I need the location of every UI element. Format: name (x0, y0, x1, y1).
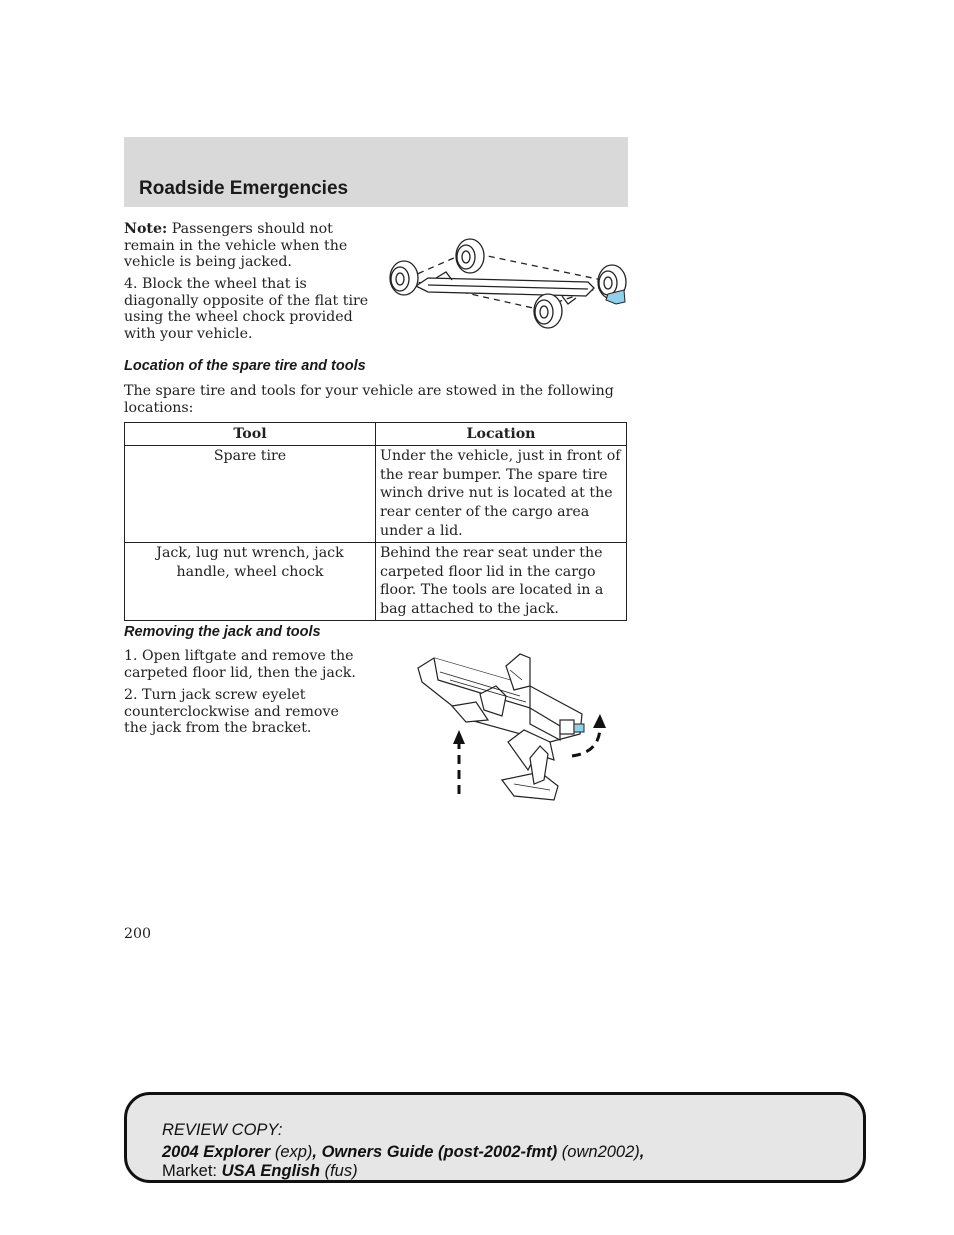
model-name: 2004 Explorer (162, 1143, 271, 1161)
tool-cell: Spare tire (125, 445, 376, 542)
location-cell: Under the vehicle, just in front of the rear bumper. The spare tire winch drive nut is located at the rear center of the cargo area under a lid. (376, 445, 627, 542)
review-copy-box (124, 1092, 866, 1183)
market-label: Market: (162, 1162, 222, 1180)
tools-location-table (124, 422, 627, 621)
page-number: 200 (124, 926, 152, 942)
jack-step-1-text: 1. Open liftgate and remove the carpeted floor lid, then the jack. (124, 648, 356, 681)
jack-step-2-text: 2. Turn jack screw eyelet counterclockwise and remove the jack from the bracket. (124, 687, 339, 737)
location-cell: Behind the rear seat under the carpeted floor lid in the cargo floor. The tools are located in a bag attached to the jack. (376, 542, 627, 620)
section-header-band (124, 137, 628, 207)
note-paragraph (124, 221, 380, 271)
note-text: Passengers should not remain in the vehicle when the vehicle is being jacked. (124, 221, 348, 271)
spare-location-intro: The spare tire and tools for your vehicle are stowed in the following locations: (124, 383, 614, 416)
column-header-location: Location (376, 423, 627, 446)
wheel-chock-diagram-icon (380, 228, 632, 334)
separator: , (639, 1143, 645, 1161)
review-copy-label: REVIEW COPY: (162, 1121, 283, 1139)
separator: , (312, 1143, 322, 1161)
table-row (125, 445, 627, 542)
guide-name: Owners Guide (post-2002-fmt) (321, 1143, 558, 1161)
tool-cell: Jack, lug nut wrench, jack handle, wheel chock (125, 542, 376, 620)
jack-removal-diagram-icon (410, 650, 610, 806)
market-code: (fus) (320, 1162, 358, 1180)
table-row (125, 542, 627, 620)
market-name: USA English (221, 1162, 321, 1180)
note-label: Note: (124, 221, 168, 237)
guide-code: (own2002) (557, 1143, 640, 1161)
spare-location-heading: Location of the spare tire and tools (124, 358, 366, 374)
table-header-row (125, 423, 627, 446)
section-title: Roadside Emergencies (139, 178, 349, 199)
removing-jack-heading: Removing the jack and tools (124, 624, 321, 640)
model-code: (exp) (270, 1143, 313, 1161)
column-header-tool: Tool (125, 423, 376, 446)
review-copy-market (162, 1162, 358, 1181)
step-4-text: 4. Block the wheel that is diagonally opposite of the flat tire using the wheel chock provided with your vehicle. (124, 276, 369, 342)
review-copy-document (162, 1143, 644, 1162)
